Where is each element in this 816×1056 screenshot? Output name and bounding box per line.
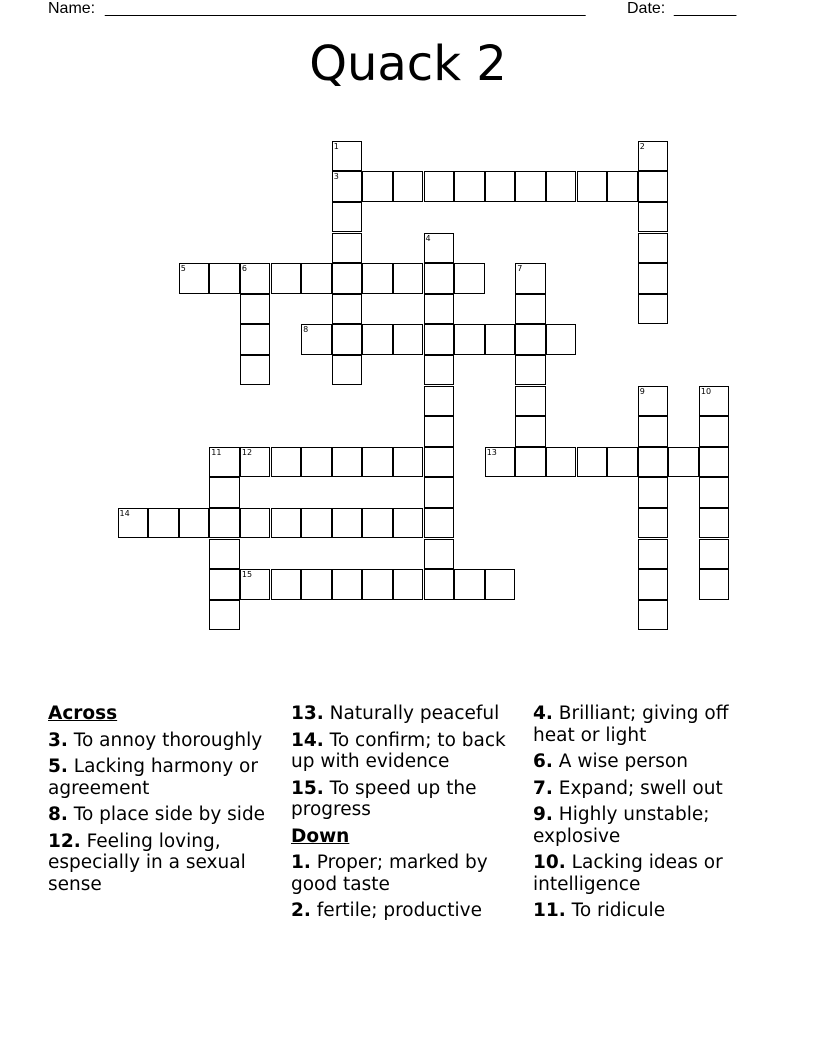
crossword-cell[interactable] xyxy=(638,263,669,294)
clue-number: 11. xyxy=(533,900,566,921)
cell-number: 12 xyxy=(241,447,253,457)
clue-down-2 xyxy=(291,900,523,922)
clue-down-6 xyxy=(533,751,765,773)
clue-number: 4. xyxy=(533,703,553,724)
crossword-cell[interactable] xyxy=(240,324,271,355)
crossword-cell[interactable] xyxy=(424,386,455,417)
crossword-cell[interactable] xyxy=(209,447,240,478)
clue-across-13 xyxy=(291,703,523,725)
crossword-cell[interactable] xyxy=(393,324,424,355)
clue-down-1 xyxy=(291,852,523,895)
crossword-cell[interactable] xyxy=(454,171,485,202)
crossword-cell[interactable] xyxy=(638,447,669,478)
crossword-cell[interactable] xyxy=(638,386,669,417)
crossword-cell[interactable] xyxy=(301,263,332,294)
crossword-cell[interactable] xyxy=(209,600,240,631)
crossword-cell[interactable] xyxy=(699,447,730,478)
crossword-cell[interactable] xyxy=(424,477,455,508)
crossword-cell[interactable] xyxy=(301,569,332,600)
cell-number: 4 xyxy=(425,233,431,243)
crossword-cell[interactable] xyxy=(271,263,302,294)
date-label: Date: xyxy=(627,0,666,17)
crossword-cell[interactable] xyxy=(332,569,363,600)
crossword-cell[interactable] xyxy=(699,416,730,447)
cell-number: 14 xyxy=(119,508,130,518)
crossword-cell[interactable] xyxy=(699,569,730,600)
crossword-cell[interactable] xyxy=(332,202,363,233)
cell-number: 13 xyxy=(486,447,497,457)
crossword-cell[interactable] xyxy=(332,324,363,355)
crossword-cell[interactable] xyxy=(209,508,240,539)
clue-number: 15. xyxy=(291,777,324,799)
clue-text: To ridicule xyxy=(571,900,666,921)
crossword-cell[interactable] xyxy=(638,141,669,172)
crossword-cell[interactable] xyxy=(209,569,240,600)
crossword-cell[interactable] xyxy=(454,324,485,355)
crossword-cell[interactable] xyxy=(332,447,363,478)
crossword-cell[interactable] xyxy=(393,508,424,539)
crossword-cell[interactable] xyxy=(362,324,393,355)
crossword-cell[interactable] xyxy=(699,477,730,508)
page-title: Quack 2 xyxy=(309,36,507,92)
clue-number: 3. xyxy=(48,729,68,751)
crossword-cell[interactable] xyxy=(332,171,363,202)
clue-number: 10. xyxy=(533,852,566,873)
crossword-cell[interactable] xyxy=(209,263,240,294)
crossword-cell[interactable] xyxy=(546,324,577,355)
clue-text: To speed up the progress xyxy=(291,777,477,820)
clue-text: To place side by side xyxy=(73,804,266,825)
crossword-cell[interactable] xyxy=(485,324,516,355)
crossword-cell[interactable] xyxy=(118,508,149,539)
cell-number: 8 xyxy=(303,325,309,335)
crossword-cell[interactable] xyxy=(638,600,669,631)
crossword-cell[interactable] xyxy=(699,508,730,539)
cell-number: 1 xyxy=(333,141,339,151)
crossword-cell[interactable] xyxy=(424,263,455,294)
crossword-cell[interactable] xyxy=(148,508,179,539)
crossword-cell[interactable] xyxy=(515,263,546,294)
crossword-cell[interactable] xyxy=(424,508,455,539)
crossword-cell[interactable] xyxy=(332,141,363,172)
crossword-cell[interactable] xyxy=(393,263,424,294)
crossword-cell[interactable] xyxy=(332,263,363,294)
clue-down-10 xyxy=(533,852,765,895)
crossword-cell[interactable] xyxy=(638,477,669,508)
cell-number: 5 xyxy=(180,264,186,274)
clue-number: 12. xyxy=(48,830,81,852)
crossword-cell[interactable] xyxy=(209,539,240,570)
crossword-cell[interactable] xyxy=(515,324,546,355)
clue-text: Lacking harmony or agreement xyxy=(48,756,258,799)
crossword-cell[interactable] xyxy=(454,263,485,294)
crossword-cell[interactable] xyxy=(424,355,455,386)
clue-text: fertile; productive xyxy=(316,900,482,921)
crossword-cell[interactable] xyxy=(424,171,455,202)
cell-number: 9 xyxy=(639,386,645,396)
clues-column-3 xyxy=(533,703,765,927)
crossword-cell[interactable] xyxy=(546,447,577,478)
clue-number: 8. xyxy=(48,804,68,825)
clue-number: 2. xyxy=(291,900,311,921)
clue-across-8 xyxy=(48,804,280,826)
crossword-cell[interactable] xyxy=(515,416,546,447)
crossword-cell[interactable] xyxy=(607,171,638,202)
cell-number: 15 xyxy=(241,570,253,580)
down-heading: Down xyxy=(291,825,350,847)
crossword-cell[interactable] xyxy=(271,447,302,478)
clue-text: Feeling loving, especially in a sexual sense xyxy=(48,830,246,895)
crossword-cell[interactable] xyxy=(362,569,393,600)
clue-text: Expand; swell out xyxy=(558,777,723,799)
clue-number: 9. xyxy=(533,804,553,825)
crossword-cell[interactable] xyxy=(393,569,424,600)
crossword-cell[interactable] xyxy=(485,569,516,600)
crossword-cell[interactable] xyxy=(638,539,669,570)
crossword-cell[interactable] xyxy=(515,355,546,386)
crossword-cell[interactable] xyxy=(515,294,546,325)
name-field[interactable]: ______________________________________________________ xyxy=(105,0,586,17)
crossword-cell[interactable] xyxy=(699,386,730,417)
clue-text: Brilliant; giving off heat or light xyxy=(533,703,729,746)
clue-text: Lacking ideas or intelligence xyxy=(533,852,723,895)
crossword-cell[interactable] xyxy=(515,171,546,202)
cell-number: 3 xyxy=(333,172,339,182)
crossword-cell[interactable] xyxy=(638,233,669,264)
crossword-cell[interactable] xyxy=(485,171,516,202)
crossword-cell[interactable] xyxy=(546,171,577,202)
crossword-cell[interactable] xyxy=(393,171,424,202)
cell-number: 2 xyxy=(639,141,645,151)
crossword-cell[interactable] xyxy=(638,569,669,600)
crossword-cell[interactable] xyxy=(485,447,516,478)
crossword-cell[interactable] xyxy=(362,508,393,539)
crossword-cell[interactable] xyxy=(668,447,699,478)
crossword-cell[interactable] xyxy=(332,233,363,264)
crossword-cell[interactable] xyxy=(638,508,669,539)
crossword-cell[interactable] xyxy=(638,416,669,447)
crossword-cell[interactable] xyxy=(179,508,210,539)
crossword-cell[interactable] xyxy=(515,447,546,478)
crossword-cell[interactable] xyxy=(638,294,669,325)
cell-number: 7 xyxy=(517,264,523,274)
clue-number: 1. xyxy=(291,852,311,873)
clue-number: 7. xyxy=(533,777,553,799)
crossword-cell[interactable] xyxy=(240,263,271,294)
crossword-cell[interactable] xyxy=(240,447,271,478)
clue-number: 6. xyxy=(533,751,553,772)
crossword-cell[interactable] xyxy=(332,294,363,325)
clue-text: To confirm; to back up with evidence xyxy=(291,729,506,772)
cell-number: 6 xyxy=(241,264,247,274)
crossword-cell[interactable] xyxy=(424,539,455,570)
clue-text: Naturally peaceful xyxy=(329,703,500,724)
crossword-cell[interactable] xyxy=(638,171,669,202)
crossword-cell[interactable] xyxy=(424,416,455,447)
crossword-cell[interactable] xyxy=(332,508,363,539)
crossword-cell[interactable] xyxy=(424,324,455,355)
clue-text: Proper; marked by good taste xyxy=(291,852,488,895)
clue-text: To annoy thoroughly xyxy=(73,729,263,751)
clue-down-4 xyxy=(533,703,765,746)
clue-across-14 xyxy=(291,730,523,773)
crossword-cell[interactable] xyxy=(424,569,455,600)
crossword-cell[interactable] xyxy=(424,294,455,325)
date-field[interactable]: _______ xyxy=(674,0,737,17)
clue-text: Highly unstable; explosive xyxy=(533,804,710,847)
crossword-cell[interactable] xyxy=(454,569,485,600)
crossword-cell[interactable] xyxy=(638,202,669,233)
clue-across-3 xyxy=(48,730,280,752)
clue-across-12 xyxy=(48,831,280,896)
clues-column-1 xyxy=(48,703,280,900)
crossword-cell[interactable] xyxy=(209,477,240,508)
crossword-cell[interactable] xyxy=(362,171,393,202)
clue-down-9 xyxy=(533,804,765,847)
clue-number: 13. xyxy=(291,703,324,724)
crossword-cell[interactable] xyxy=(179,263,210,294)
crossword-cell[interactable] xyxy=(301,447,332,478)
crossword-cell[interactable] xyxy=(393,447,424,478)
clue-number: 14. xyxy=(291,729,324,751)
crossword-cell[interactable] xyxy=(362,447,393,478)
clue-down-7 xyxy=(533,778,765,800)
crossword-cell[interactable] xyxy=(362,263,393,294)
crossword-cell[interactable] xyxy=(424,447,455,478)
clue-across-5 xyxy=(48,756,280,799)
crossword-cell[interactable] xyxy=(699,539,730,570)
crossword-cell[interactable] xyxy=(240,355,271,386)
clue-text: A wise person xyxy=(558,751,688,772)
across-heading: Across xyxy=(48,703,118,724)
clue-number: 5. xyxy=(48,756,68,777)
crossword-cell[interactable] xyxy=(424,233,455,264)
crossword-cell[interactable] xyxy=(577,447,608,478)
clue-across-15 xyxy=(291,778,523,821)
clue-down-11 xyxy=(533,900,765,922)
crossword-cell[interactable] xyxy=(607,447,638,478)
crossword-cell[interactable] xyxy=(240,294,271,325)
crossword-cell[interactable] xyxy=(240,508,271,539)
crossword-cell[interactable] xyxy=(577,171,608,202)
cell-number: 10 xyxy=(700,386,712,396)
name-label: Name: xyxy=(48,0,96,17)
crossword-cell[interactable] xyxy=(332,355,363,386)
crossword-cell[interactable] xyxy=(240,569,271,600)
crossword-cell[interactable] xyxy=(301,324,332,355)
clues-column-2 xyxy=(291,703,523,927)
cell-number: 11 xyxy=(211,447,222,457)
crossword-cell[interactable] xyxy=(271,569,302,600)
crossword-cell[interactable] xyxy=(515,386,546,417)
crossword-cell[interactable] xyxy=(271,508,302,539)
crossword-cell[interactable] xyxy=(301,508,332,539)
